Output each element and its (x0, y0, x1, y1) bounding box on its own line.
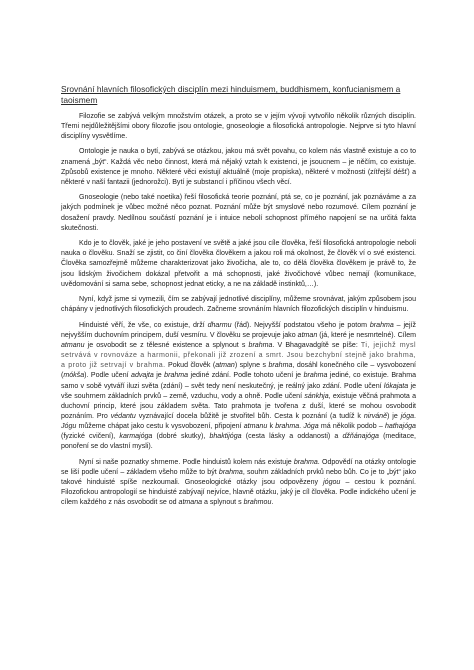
paragraph-gnoseology: Gnoseologie (nebo také noetika) řeší filosofická teorie poznání, ptá se, co je poznání, jak poznáváme a za jakých podmínek je vůbec možné něco poznat. Poznání může být smyslové nebo rozumové. Cílem poznání je dosažení pravdy. Nedílnou součástí poznání je i intuice nebolí schopnost přímého napojení se na určitá fakta skutečnosti. (61, 194, 416, 232)
paragraph-hinduism: Hinduisté věří, že vše, co existuje, drží dharmu (řád). Nejvyšší podstatou všeho je potom brahma – jejíž nejvyšším duchovním principem, duší vesmíru. V člověku se projevuje jako atman (já, které je nesmrtelné). Cílem atmanu je osvobodit se z tělesné existence a splynout s brahma. V Bhagavadgítě se píše: Ti, jejichž mysl setrvává v rovnováze a harmonii, překonali již zrození a smrt. Jsou bezchybní stejně jako brahma, a proto již setrvají v brahma. Pokud člověk (atman) splyne s brahma, dosáhl konečného cíle – vysvobození (mókša). Podle učení advajta je brahma jediné zdání. Podle tohoto učení je brahma jediné, co existuje. Brahma samo v sobě vytváří iluzi světa (zdání) – svět tedy není neskutečný, je reálný jako zdání. Podle učení lókajata je vše souhrnem základních prvků – země, vzduchu, vody a ohně. Podle učení sánkhja, existuje věčná prahmota a duchovní princip, které jsou základem světa. Tato prahmota je tvořena z duší, které se mohou osvobodit poznáním. Pro védantu vyznávající docela bůžitě je stvořitel bůh. Cesta k poznání (a tudíž k nirváně) je jóga. Jógu můžeme chápat jako cestu k vysvobození, připojení atmanu k brahma. Jóga má několik podob – hathajóga (fyzické cvičení), karmajóga (dobré skutky), bhaktijóga (cesta lásky a oddanosti) a džňánajóga (meditace, ponoření se do vlastní mysli). (61, 321, 417, 451)
paragraph-ontology: Ontologie je nauka o bytí, zabývá se otázkou, jakou má svět povahu, co kolem nás vlastně existuje a co to znamená „být“. Každá věc nebo činnost, která má nějaký vztah k existenci, je jsoucnem – je něčím, co existuje. Způsobů existence je mnoho. Některé věci existují aktuálně (moje propiska), některé v možnosti (zítřejší déšť) a některé v naší fantazii (jednorožci). Bytí je substancí i příčinou všech věcí. (61, 148, 416, 186)
paragraph-intro: Filozofie se zabývá velkým množstvím otázek, a proto se v jejím vývoji vytvořilo několik různých disciplín. Třemi nejdůležitějšími obory filozofie jsou ontologie, gnoseologie a filosofická antropologie. Nejprve si tyto hlavní disciplíny vysvětlíme. (61, 112, 416, 141)
document-title: Srovnání hlavních filosofických disciplín mezi hinduismem, buddhismem, konfucianismem a taoismem (61, 84, 401, 106)
bhagavadgita-quote: Ti, jejichž mysl setrvává v rovnováze a harmonii, překonali již zrození a smrt. Jsou bezchybní stejně jako brahma, a proto již setrvají v brahma. (61, 341, 416, 370)
paragraph-summary: Nyní si naše poznatky shrneme. Podle hinduistů kolem nás existuje brahma. Odpovědí na otázky ontologie se liší podle učení – základem všeho může to být brahma, souhrn základních prvků nebo bůh. Co je to „být“ jako takové hinduisté spíše nezkoumali. Gnoseologické otázky jsou odpovězeny jógou – cestou k poznání. Filozofickou antropologií se hinduisté zabývají nejvíce, hlavně otázku, jaký je cíl člověka. Podle indického učení je cílem každého z nás osvobodit se od atmana a splynout s brahmou. (61, 458, 416, 507)
paragraph-transition: Nyní, když jsme si vymezili, čím se zabývají jednotlivé disciplíny, můžeme srovnávat, jakým způsobem jsou chápány v jednotlivých filosofických proudech. Začneme srovnáním hlavních filozofických disciplín v hinduismu. (61, 296, 416, 314)
paragraph-anthropology: Kdo je to člověk, jaké je jeho postavení ve světě a jaké jsou cíle člověka, řeší filosofická antropologie neboli nauka o člověku. Snaží se zjistit, co činí člověka člověkem a jakou roli má okolnost, že člověk ví o své existenci. Člověka samozřejmě můžeme charakterizovat jako živočicha, ale to, co dělá člověka člověkem je právě to, že jsou lidským živočichem dokázal přetvořit a má schopnosti, jaké živočichové vůbec nemají (komunikace, uvědomování si sama sebe, schopnost jednat eticky, a ne na základě instinktů,…). (61, 240, 416, 288)
